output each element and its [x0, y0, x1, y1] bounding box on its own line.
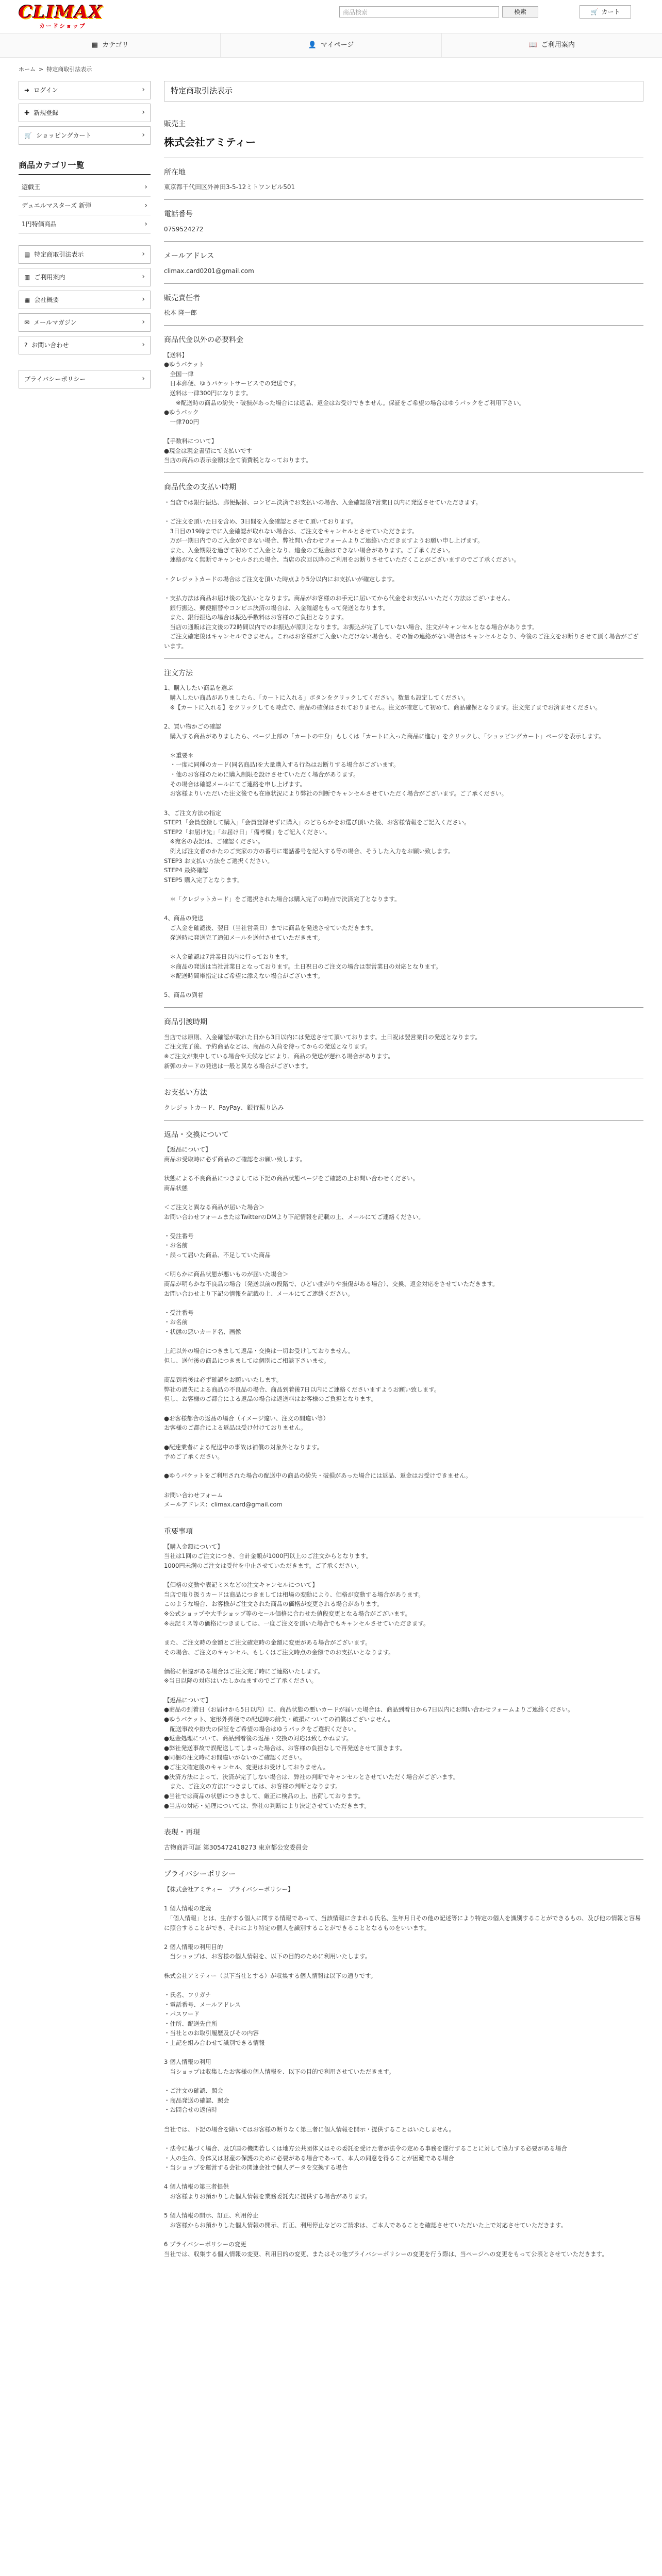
book-icon: 📖	[528, 41, 537, 49]
cart-icon: 🛒	[24, 131, 32, 139]
sidebar-item-guide[interactable]: ▥ ご利用案内 ›	[19, 268, 151, 286]
chevron-right-icon: ›	[144, 182, 147, 191]
document-icon: ▤	[24, 250, 30, 258]
login-icon: ➜	[24, 86, 30, 94]
category-yugioh[interactable]: 遊戯王 ›	[19, 178, 151, 197]
cart-button[interactable]	[580, 5, 631, 19]
section-payment-methods: お支払い方法 クレジットカード、PayPay、銀行振り込み	[164, 1088, 643, 1120]
login-button[interactable]: ➜ ログイン ›	[19, 81, 151, 99]
section-license: 表現・再現 古物商許可証 第305472418273 東京都公安委員会	[164, 1827, 643, 1860]
logo-text: CLIMAX	[19, 2, 103, 23]
breadcrumb-home[interactable]: ホーム	[19, 66, 36, 73]
chevron-right-icon: ›	[142, 318, 145, 326]
section-delivery-timing: 商品引渡時期 当店では原則、入金確認が取れた日から3日以内には発送させて頂いております。土日祝は翌営業日の発送となります。 ご注文完了後、予約商品などは、商品の入荷を待ってからの発送となります。 ※ご注文が集中している場合や天候などにより、商品の発送が遅れる場合があります。 新弾のカードの発送は一般と異なる場合がございます。	[164, 1017, 643, 1078]
mail-icon: ✉	[24, 318, 30, 326]
cart-icon: 🛒	[590, 8, 599, 15]
chevron-right-icon: ›	[142, 375, 145, 383]
building-icon: ▦	[24, 296, 30, 303]
sidebar-item-company[interactable]: ▦ 会社概要 ›	[19, 291, 151, 309]
category-one-yen[interactable]: 1円特価商品 ›	[19, 215, 151, 234]
chevron-right-icon: ›	[142, 273, 145, 281]
section-address: 所在地 東京都千代田区外神田3-5-12ミトワンビル501	[164, 167, 643, 200]
section-phone: 電話番号 0759524272	[164, 209, 643, 242]
gnav-category[interactable]: ▦ カテゴリ	[0, 33, 221, 57]
shopping-cart-button[interactable]: 🛒 ショッピングカート ›	[19, 126, 151, 145]
breadcrumb-separator: >	[39, 66, 44, 73]
chevron-right-icon: ›	[144, 219, 147, 228]
chevron-right-icon: ›	[142, 250, 145, 258]
sidebar	[19, 81, 151, 2275]
cart-label: カート	[601, 8, 620, 15]
sidebar-item-contact[interactable]: ? お問い合わせ ›	[19, 336, 151, 354]
grid-icon: ▦	[91, 41, 98, 49]
user-add-icon: ✚	[24, 109, 30, 116]
gnav-guide[interactable]: 📖 ご利用案内	[442, 33, 662, 57]
chevron-right-icon: ›	[142, 341, 145, 349]
section-returns: 返品・交換について 【返品について】 商品お受取時に必ず商品のご確認をお願い致します。 状態による不良商品につきましては下記の商品状態ページをご確認の上お問い合わせください。 商品状態 ＜ご注文と異なる商品が届いた場合＞ お問い合わせフォームまたはTwitterのDMより下記情報を記載の上、メールにてご連絡ください。 ・受注番号 ・お名前 ・誤って届いた商品、不足していた商品 ＜明らかに商品状態が悪いものが届いた場合＞ 商品が明らかな不良品の場合（発送以前の段階で、ひどい曲がりや損傷がある場合）、交換、返金対応をさせていただきます。 お問い合わせより下記の情報を記載の上、メールにてご連絡ください。 ・受注番号 ・お名前 ・状態の悪いカード名、画像 上記以外の場合につきまして返品・交換は一切お受けしておりません。 但し、送付後の商品につきましては個別にご相談下さいませ。 商品到着後は必ず確認をお願いいたします。 弊社の過失による商品の不良品の場合、商品到着後7日以内にご連絡くださいますようお願い致します。 但し、お客様のご都合による返品の場合は返送料はお客様のご負担となります。 ●お客様都合の返品の場合（イメージ違い、注文の間違い等） お客様のご都合による返品は受け付けておりません。 ●配達業者による配送中の事故は補償の対象外となります。 予めご了承ください。 ●ゆうパケットをご利用された場合の配送中の商品の紛失・破損があった場合には返品、返金はお受けできません。 お問い合わせフォーム メールアドレス：climax.card@gmail.com	[164, 1130, 643, 1517]
section-payment-timing: 商品代金の支払い時期 ・当店では銀行振込、郵便振替、コンビニ決済でお支払いの場合、入金確認後7営業日以内に発送させていただきます。 ・ご注文を頂いた日を含め、3日間を入金確認とさせて頂いております。 3日目の19時までに入金確認が取れない場合は、ご注文をキャンセルとさせていただきます。 万が一期日内でのご入金ができない場合、弊社問い合わせフォームよりご連絡いただきますようお願い申し上げます。 また、入金期限を過ぎて初めてご入金となり、追金のご返金はできない場合があります。ご了承ください。 連絡がなく無断でキャンセルされた場合、当店の次回以降のご利用をお断りさせていただくことがございますのでご了承ください。 ・クレジットカードの場合はご注文を頂いた時点より5分以内にお支払いが確定します。 ・支払方法は商品お届け後の先払いとなります。商品がお客様のお手元に届いてから代金をお支払いいただく方法はございません。 銀行振込、郵便振替やコンビニ決済の場合は、入金確認をもって発送となります。 また、銀行振込の場合は振込手数料はお客様のご負担となります。 当店の通販は注文後の72時間以内でのお振込が原則となります。お振込が完了していない場合、注文がキャンセルとなる場合があります。 ご注文確定後はキャンセルできません。これはお客様がご入金いただけない場合も、その旨の連絡がない場合はキャンセルとなり、今後のご注文をお断りさせて頂く場合がございます。	[164, 482, 643, 659]
sidebar-item-tokusho[interactable]: ▤ 特定商取引法表示 ›	[19, 245, 151, 264]
breadcrumb	[0, 58, 662, 81]
main-content	[164, 81, 643, 2275]
gnav-mypage[interactable]: 👤 マイページ	[221, 33, 441, 57]
register-button[interactable]: ✚ 新規登録 ›	[19, 104, 151, 122]
chevron-right-icon: ›	[142, 295, 145, 303]
search-area	[339, 6, 538, 18]
section-manager: 販売責任者 松本 隆一郎	[164, 293, 643, 326]
logo-sub: カードショップ	[39, 23, 86, 29]
sidebar-item-mailmagazine[interactable]: ✉ メールマガジン ›	[19, 313, 151, 332]
header	[0, 0, 662, 33]
section-seller: 販売主 株式会社アミティー	[164, 119, 643, 158]
section-order-method: 注文方法 1、購入したい商品を選ぶ 購入したい商品がありましたら、「カートに入れる」ボタンをクリックしてください。数量も設定してください。 ※【カートに入れる】をクリックしても時点で、商品の確保はされておりません。注文が確定して初めて、商品確保となります。注文完了までお済ませください。 2、買い物かごの確認 購入する商品がありましたら、ページ上部の「カートの中身」もしくは「カートに入った商品に進む」をクリックし、「ショッピングカート」ページを表示します。 ＊重要＊ ・一度に同種のカード(同名商品)を大量購入する行為はお断りする場合がございます。 ・他のお客様のために購入制限を設けさせていただく場合があります。 その場合は確認メールにてご連絡を申し上げます。 お客様よりいただいた注文後でも在庫状況により弊社の判断でキャンセルさせていただく場合がございます。ご了承ください。 3、ご注文方法の指定 STEP1「会員登録して購入」「会員登録せずに購入」のどちらかをお選び頂いた後、お客様情報をご記入ください。 STEP2「お届け先」「お届け日」「備考欄」をご記入ください。 ※宛名の表記は、ご確認ください。 例えば注文者のかたのご実家の方の番号に電話番号を記入する等の場合、そうした入力をお願い致します。 STEP3 お支払い方法をご選択ください。 STEP4 最終確認 STEP5 購入完了となります。 ＊「クレジットカード」をご選択された場合は購入完了の時点で決済完了となります。 4、商品の発送 ご入金を確認後、翌日（当社営業日）までに商品を発送させていただきます。 発送時に発送完了通知メールを送付させていただきます。 ＊入金確認は7営業日以内に行っております。 ＊商品の発送は当社営業日となっております。土日祝日のご注文の場合は翌営業日の対応となります。 ＊配送時間帯指定はご希望に添えない場合がございます。 5、商品の到着	[164, 668, 643, 1008]
section-privacy: プライバシーポリシー 【株式会社アミティー プライバシーポリシー】 1 個人情報の定義 「個人情報」とは、生存する個人に関する情報であって、当該情報に含まれる氏名、生年月日その他の記述等により特定の個人を識別することができるもの、及び他の情報と容易に照合することができ、それにより特定の個人を識別することができることとなるものをいいます。 2 個人情報の利用目的 当ショップは、お客様の個人情報を、以下の目的のために利用いたします。 株式会社アミティー（以下当社とする）が収集する個人情報は以下の通りです。 ・氏名、フリガナ ・電話番号、メールアドレス ・パスワード ・住所、配送先住所 ・当社とのお取引履歴及びその内容 ・上記を組み合わせて識別できる情報 3 個人情報の利用 当ショップは収集したお客様の個人情報を、以下の目的で利用させていただきます。 ・ご注文の確認、照会 ・商品発送の確認、照会 ・お問合せの返信時 当社では、下記の場合を除いてはお客様の断りなく第三者に個人情報を開示・提供することはいたしません。 ・法令に基づく場合、及び国の機関若しくは地方公共団体又はその委託を受けた者が法令の定める事務を遂行することに対して協力する必要がある場合 ・人の生命、身体又は財産の保護のために必要がある場合であって、本人の同意を得ることが困難である場合 ・当ショップを運営する会社の関連会社で個人データを交換する場合 4 個人情報の第三者提供 お客様よりお預かりした個人情報を業務委託先に提供する場合があります。 5 個人情報の開示、訂正、利用停止 お客様からお預かりした個人情報の開示、訂正、利用停止などのご請求は、ご本人であることを確認させていただいた上で対応させていただきます。 6 プライバシーポリシーの変更 当社では、収集する個人情報の変更、利用目的の変更、またはその他プライバシーポリシーの変更を行う際は、当ページへの変更をもって公表とさせていただきます。	[164, 1870, 641, 2258]
question-icon: ?	[24, 341, 28, 349]
category-duel-masters[interactable]: デュエルマスターズ 新弾 ›	[19, 197, 151, 215]
chevron-right-icon: ›	[142, 131, 145, 140]
category-list-title: 商品カテゴリ一覧	[19, 159, 151, 175]
section-extra-fees: 商品代金以外の必要料金 【送料】 ●ゆうパケット 全国一律 日本郵便、ゆうパケットサービスでの発送です。 送料は一律300円になります。 ※配送時の商品の紛失・破損があった場合には返品、返金はお受けできません。保証をご希望の場合はゆうパックをご利用下さい。 ●ゆうパック 一律700円 【手数料について】 ●現金は現金書留にて支払いです 当店の商品の表示金額は全て消費税となっております。	[164, 335, 643, 473]
chevron-right-icon: ›	[142, 86, 145, 94]
sidebar-item-privacy[interactable]: プライバシーポリシー ›	[19, 370, 151, 388]
section-email: メールアドレス climax.card0201@gmail.com	[164, 251, 643, 283]
breadcrumb-current: 特定商取引法表示	[46, 66, 92, 73]
global-nav	[0, 33, 662, 58]
section-important: 重要事項 【購入金額について】 当社は1回のご注文につき、合計金額が1000円以上のご注文からとなります。 1000円未満のご注文は受付を中止させていただきます。ご了承ください。 【価格の変動や表記ミスなどの注文キャンセルについて】 当店で取り扱うカードは商品につきましては相場の変動により、価格が変動する場合があります。 このような場合、お客様がご注文された商品の価格が変更される場合があります。 ※公式ショップや大手ショップ等のセール価格に合わせた値段変更となる場合がございます。 ※表記ミス等の価格につきましては、一度ご注文を頂いた場合でもキャンセルさせていただきます。 また、ご注文時の金額とご注文確定時の金額に変更がある場合がございます。 その場合、ご注文のキャンセル、もしくはご注文時点の金額でのお支払いとなります。 価格に相違がある場合はご注文完了時にご連絡いたします。 ※当日以降の対応はいたしかねますのでご了承ください。 【返品について】 ●商品の到着日（お届けから5日以内）に、商品状態の悪いカードが届いた場合は、商品到着日から7日以内にお問い合わせフォームよりご連絡ください。 ●ゆうパケット、定形外郵便での配送時の紛失・破損についての補償はございません。 配送事故や紛失の保証をご希望の場合はゆうパックをご選択ください。 ●返金処理について、商品到着後の返品・交換の対応は致しかねます。 ●弊社発送事故で誤配送してしまった場合は、お客様の負担なしで再発送させて頂きます。 ●同梱の注文時にお間違いがないかご確認ください。 ●ご注文確定後のキャンセル、変更はお受けしておりません。 ●決済方法によって、決済が完了しない場合は、弊社の判断でキャンセルとさせていただく場合がございます。 また、ご注文の方法につきましては、お客様の判断となります。 ●当社では商品の状態につきまして、厳正に検品の上、出荷しております。 ●当店の対応・処理については、弊社の判断により決定させていただきます。	[164, 1527, 643, 1818]
user-icon: 👤	[308, 41, 317, 49]
chevron-right-icon: ›	[142, 108, 145, 117]
search-button[interactable]: 検索	[502, 6, 538, 18]
search-input[interactable]: 商品検索	[339, 6, 499, 18]
shop-logo[interactable]	[19, 2, 111, 31]
page-title: 特定商取引法表示	[164, 81, 643, 101]
book-icon: ▥	[24, 273, 30, 281]
chevron-right-icon: ›	[144, 201, 147, 210]
